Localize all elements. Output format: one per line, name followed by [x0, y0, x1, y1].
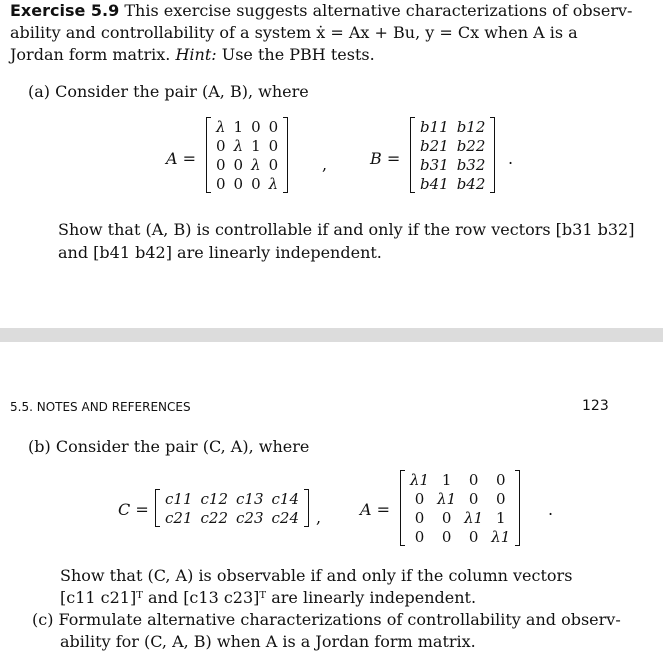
matrix-c-label: C = [118, 500, 149, 519]
matrix-b-table [416, 117, 489, 193]
matrix-cell: c12 [200, 489, 228, 508]
matrix-cell: λ [268, 174, 279, 193]
part-c-line-2: ability for (C, A, B) when A is a Jordan form matrix. [60, 632, 476, 651]
matrix-cell: c21 [165, 508, 193, 527]
matrix-a-table [212, 117, 282, 193]
matrix-cell: λ [216, 117, 226, 136]
matrix-cell: λ1 [437, 489, 457, 508]
matrix-cell: c22 [200, 508, 228, 527]
matrix-cell: 0 [268, 117, 279, 136]
matrix-cell: λ [251, 155, 261, 174]
exercise-text-1: This exercise suggests alternative characterizations of observ- [124, 1, 633, 20]
matrix-cell: 0 [268, 136, 279, 155]
matrix-c-comma: , [316, 508, 322, 527]
matrix-cell: 1 [495, 508, 506, 527]
running-header: 5.5. NOTES AND REFERENCES [10, 400, 191, 414]
matrix-a-label: A = [166, 149, 197, 168]
part-a-label: (a) [28, 82, 51, 101]
part-b-show-2: [c11 c21]ᵀ and [c13 c23]ᵀ are linearly independent. [60, 588, 477, 607]
matrix-cell: b41 [420, 174, 449, 193]
matrix-cell: λ1 [410, 470, 430, 489]
hint-label: Hint: [175, 45, 217, 64]
matrix-a-comma: , [322, 155, 328, 174]
matrix-b-label: B = [370, 149, 401, 168]
matrix-cell: 0 [468, 527, 479, 546]
matrix-cell: 1 [251, 136, 261, 155]
matrix-cell: c14 [271, 489, 299, 508]
matrix-cell: 0 [468, 489, 479, 508]
matrix-cell: b42 [456, 174, 486, 193]
matrix-cell: λ1 [464, 508, 484, 527]
matrix-cell: c13 [236, 489, 264, 508]
matrix-cell: 0 [468, 470, 479, 489]
matrix-cell: λ [233, 136, 244, 155]
matrix-cell: 0 [216, 174, 226, 193]
matrix-cell: 0 [216, 136, 226, 155]
exercise-title: Exercise 5.9 [10, 1, 120, 20]
matrix-cell: 0 [233, 174, 244, 193]
matrix-cell: 0 [495, 470, 506, 489]
matrix-cell: c24 [271, 508, 299, 527]
matrix-cell: 1 [233, 117, 244, 136]
matrix-cell: b31 [420, 155, 449, 174]
exercise-line-3: Jordan form matrix. Hint: Use the PBH tests. [10, 45, 375, 64]
matrix-c [155, 489, 309, 527]
exercise-line-1 [10, 1, 632, 21]
part-a-show-2: and [b41 b42] are linearly independent. [58, 243, 382, 262]
matrix-cell: b12 [456, 117, 486, 136]
matrix-a2-period: . [548, 500, 554, 519]
part-a-show-1: Show that (A, B) is controllable if and only if the row vectors [b31 b32] [58, 220, 635, 239]
matrix-cell: 0 [441, 527, 452, 546]
matrix-cell: c11 [165, 489, 193, 508]
part-a-intro: (a) Consider the pair (A, B), where [28, 82, 309, 101]
matrix-cell: b11 [420, 117, 449, 136]
matrix-c-table [161, 489, 303, 527]
matrix-b [410, 117, 495, 193]
matrix-cell: 0 [441, 508, 452, 527]
part-b-intro: (b) Consider the pair (C, A), where [28, 437, 310, 456]
matrix-cell: 0 [414, 508, 425, 527]
matrix-b-period: . [508, 149, 514, 168]
matrix-cell: b22 [456, 136, 486, 155]
page-number: 123 [582, 398, 609, 414]
exercise-line-2: ability and controllability of a system ẋ = Ax + Bu, y = Cx when A is a [10, 23, 578, 42]
part-b-label: (b) [28, 437, 51, 456]
part-c-line-1: (c) Formulate alternative characterizations of controllability and observ- [32, 610, 621, 629]
matrix-cell: 0 [268, 155, 279, 174]
matrix-cell: 1 [441, 470, 452, 489]
page-break [0, 328, 663, 342]
matrix-cell: 0 [414, 527, 425, 546]
matrix-cell: 0 [495, 489, 506, 508]
matrix-a2 [400, 470, 520, 546]
matrix-cell: c23 [236, 508, 264, 527]
matrix-cell: b21 [420, 136, 449, 155]
matrix-cell: 0 [216, 155, 226, 174]
matrix-cell: 0 [251, 174, 261, 193]
part-c-label: (c) [32, 610, 54, 629]
matrix-cell: 0 [233, 155, 244, 174]
matrix-a2-table [406, 470, 514, 546]
matrix-a [206, 117, 288, 193]
matrix-cell: 0 [251, 117, 261, 136]
part-b-show-1: Show that (C, A) is observable if and only if the column vectors [60, 566, 573, 585]
matrix-cell: λ1 [491, 527, 511, 546]
matrix-a2-label: A = [360, 500, 391, 519]
matrix-cell: 0 [414, 489, 425, 508]
matrix-cell: b32 [456, 155, 486, 174]
